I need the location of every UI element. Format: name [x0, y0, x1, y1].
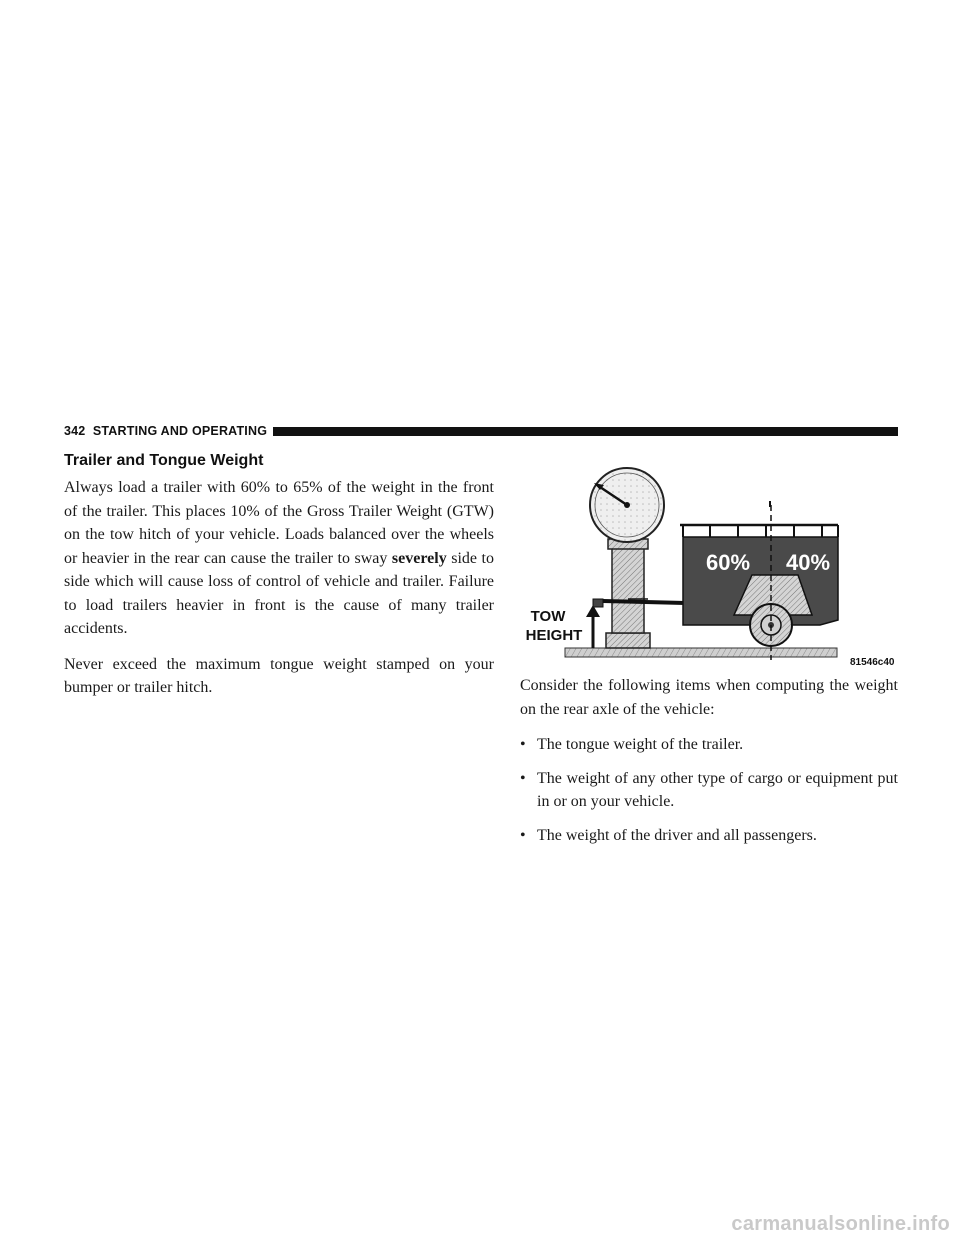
rear-axle-intro: Consider the following items when computing the weight on the rear axle of the vehicle: [520, 677, 898, 718]
list-item: • The weight of the driver and all passengers. [520, 824, 898, 848]
ground-strip [565, 648, 837, 657]
page-number: 342 [64, 424, 86, 438]
front-percent-label: 60% [706, 550, 751, 575]
hitch-ball [593, 599, 603, 607]
scale-column [612, 548, 644, 633]
trailer-illustration [520, 465, 900, 665]
scale-base [606, 633, 650, 648]
trailer-tongue [603, 601, 685, 603]
rear-axle-list [520, 733, 898, 847]
list-item: • The weight of any other type of cargo or equipment put in or on your vehicle. [520, 767, 898, 814]
running-header [64, 424, 898, 438]
watermark: carmanualsonline.info [731, 1213, 950, 1235]
bullet-icon: • [520, 826, 526, 844]
right-column [520, 674, 898, 857]
paragraph-text-post: side to side which will cause loss of control of vehicle and trailer. Failure to load trailers heavier in front is the cause of many trailer accidents. [64, 549, 495, 637]
section-heading: Trailer and Tongue Weight [64, 452, 264, 469]
bullet-icon: • [520, 769, 526, 787]
paragraph-text-pre: Always load a trailer with 60% to 65% of the weight in the front of the trailer. This places 10% of the Gross Trailer Weight (GTW) on the tow hitch of your vehicle. Loads balanced over the wheels or heavier in the rear can cause the trailer to sway [64, 479, 494, 567]
left-column [64, 476, 494, 712]
trailer-weight-figure [520, 465, 900, 665]
rear-percent-label: 40% [786, 550, 831, 575]
tow-label-line2: HEIGHT [525, 627, 583, 644]
tow-label-line1: TOW [530, 608, 566, 625]
bullet-icon: • [520, 736, 526, 753]
list-item: • The tongue weight of the trailer. [520, 733, 898, 757]
figure-code: 81546c40 [850, 657, 895, 665]
header-rule [273, 427, 898, 436]
page-header-label [64, 424, 273, 438]
section-title: STARTING AND OPERATING [92, 424, 268, 438]
paragraph-tongue-weight: Never exceed the maximum tongue weight stamped on your bumper or trailer hitch. [64, 655, 494, 696]
paragraph-load-distribution [64, 476, 494, 641]
emphasis-severely: severely [391, 549, 447, 567]
